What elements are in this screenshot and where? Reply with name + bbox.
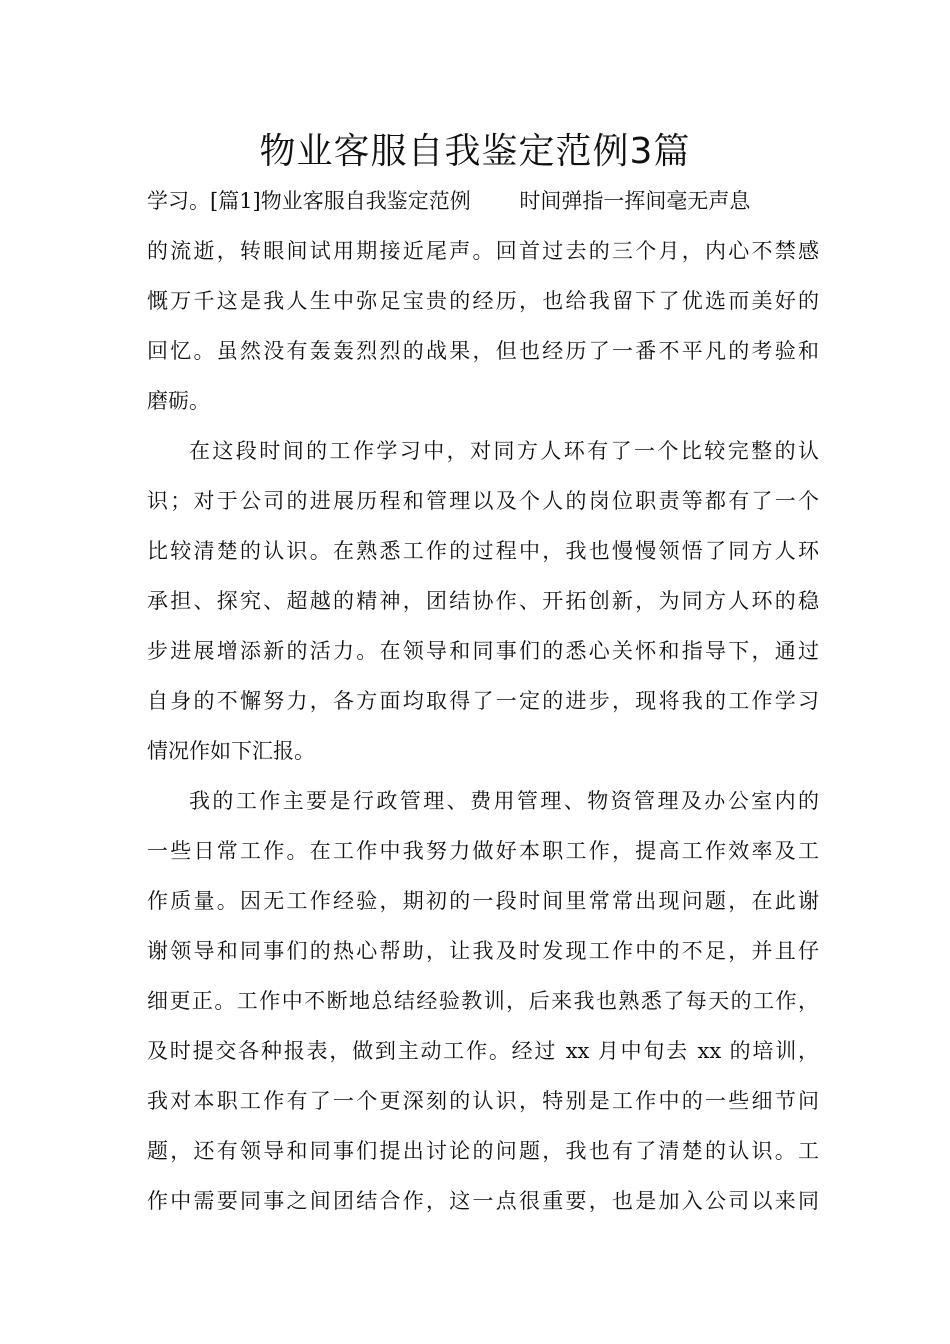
text-line: 及时提交各种报表，做到主动工作。经过 xx 月中旬去 xx 的培训， bbox=[147, 1039, 819, 1063]
text-line: 识；对于公司的进展历程和管理以及个人的岗位职责等都有了一个 bbox=[147, 489, 819, 513]
paragraph-work bbox=[147, 776, 819, 1226]
document-title: 物业客服自我鉴定范例3篇 bbox=[259, 131, 691, 172]
text-line: 承担、探究、超越的精神，团结协作、开拓创新，为同方人环的稳 bbox=[147, 589, 819, 613]
document-body bbox=[147, 176, 819, 1226]
text-line: 自身的不懈努力，各方面均取得了一定的进步，现将我的工作学习 bbox=[147, 689, 819, 713]
paragraph-understanding bbox=[147, 426, 819, 776]
text-line: 磨砺。 bbox=[147, 389, 210, 413]
text-line: 细更正。工作中不断地总结经验教训，后来我也熟悉了每天的工作， bbox=[147, 989, 819, 1013]
text-line: 我对本职工作有了一个更深刻的认识，特别是工作中的一些细节问 bbox=[147, 1089, 819, 1113]
text-line: 一些日常工作。在工作中我努力做好本职工作，提高工作效率及工 bbox=[147, 839, 819, 863]
text-line: 情况作如下汇报。 bbox=[147, 739, 315, 763]
text-line: 回忆。虽然没有轰轰烈烈的战果，但也经历了一番不平凡的考验和 bbox=[147, 339, 819, 363]
text-line: 谢领导和同事们的热心帮助，让我及时发现工作中的不足，并且仔 bbox=[147, 939, 819, 963]
text-line: 我的工作主要是行政管理、费用管理、物资管理及办公室内的 bbox=[189, 789, 819, 813]
text-line: 的流逝，转眼间试用期接近尾声。回首过去的三个月，内心不禁感 bbox=[147, 239, 819, 263]
text-line: 慨万千这是我人生中弥足宝贵的经历，也给我留下了优选而美好的 bbox=[147, 289, 819, 313]
text-line: 步进展增添新的活力。在领导和同事们的悉心关怀和指导下，通过 bbox=[147, 639, 819, 663]
text-line: 学习。[篇1]物业客服自我鉴定范例 时间弹指一挥间毫无声息 bbox=[147, 189, 751, 213]
text-line: 题，还有领导和同事们提出讨论的问题，我也有了清楚的认识。工 bbox=[147, 1139, 819, 1163]
text-line: 作质量。因无工作经验，期初的一段时间里常常出现问题，在此谢 bbox=[147, 889, 819, 913]
text-line: 在这段时间的工作学习中，对同方人环有了一个比较完整的认 bbox=[189, 439, 819, 463]
text-line: 作中需要同事之间团结合作，这一点很重要，也是加入公司以来同 bbox=[147, 1189, 819, 1213]
text-line: 比较清楚的认识。在熟悉工作的过程中，我也慢慢领悟了同方人环 bbox=[147, 539, 819, 563]
paragraph-intro bbox=[147, 176, 819, 426]
